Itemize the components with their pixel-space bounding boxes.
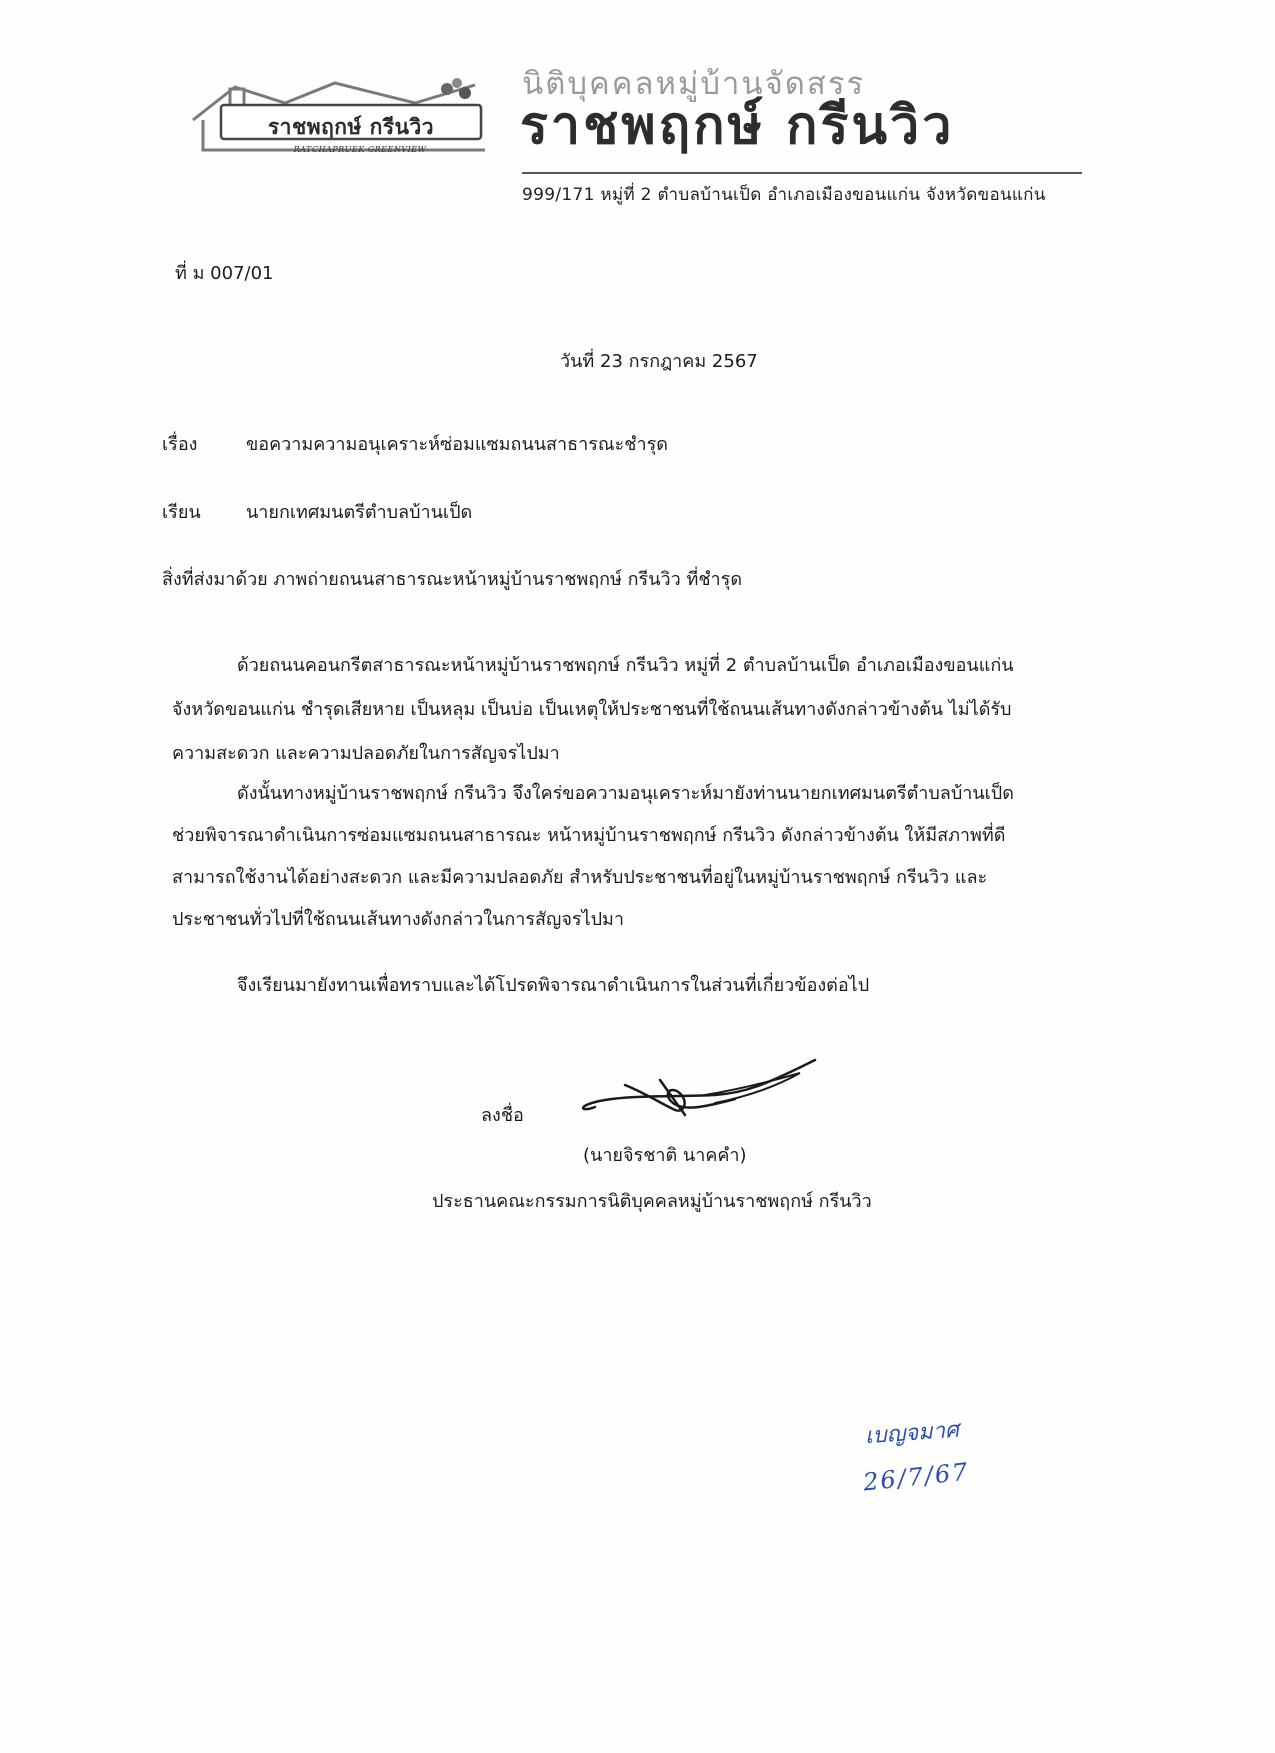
- org-name: ราชพฤกษ์ กรีนวิว: [520, 96, 955, 156]
- reference-number: ที่ ม 007/01: [175, 263, 274, 284]
- recipient-label: เรียน: [162, 502, 201, 523]
- note-date: 26/7/67: [861, 1457, 971, 1497]
- paragraph-2-line: สามารถใช้งานได้อย่างสะดวก และมีความปลอดภัย สำหรับประชาชนที่อยู่ในหมู่บ้านราชพฤกษ์ กรีนวิว และ: [172, 867, 988, 888]
- logo-subtext: RATCHAPRUEK GREENVIEW: [293, 145, 427, 154]
- handwritten-signature: [565, 1055, 825, 1130]
- letterhead-divider: [522, 172, 1082, 174]
- letter-date: วันที่ 23 กรกฎาคม 2567: [560, 351, 758, 372]
- logo-wordmark: ราชพฤกษ์ กรีนวิว: [267, 115, 435, 139]
- village-logo: [185, 75, 495, 165]
- paragraph-2-line: ประชาชนทั่วไปที่ใช้ถนนเส้นทางดังกล่าวในการสัญจรไปมา: [172, 909, 625, 930]
- org-address: 999/171 หมู่ที่ 2 ตำบลบ้านเป็ด อำเภอเมืองขอนแก่น จังหวัดขอนแก่น: [522, 185, 1046, 205]
- paragraph-2-line: ดังนั้นทางหมู่บ้านราชพฤกษ์ กรีนวิว จึงใคร่ขอความอนุเคราะห์มายังท่านนายกเทศมนตรีตำบลบ้านเป็ด: [237, 783, 1014, 804]
- signer-name: (นายจิรชาติ นาคคำ): [583, 1145, 747, 1166]
- sign-label: ลงชื่อ: [481, 1105, 524, 1126]
- paragraph-1-line: จังหวัดขอนแก่น ชำรุดเสียหาย เป็นหลุม เป็นบ่อ เป็นเหตุให้ประชาชนที่ใช้ถนนเส้นทางดังกล่าวข้างต้น ไม่ได้รับ: [172, 699, 1012, 720]
- subject-label: เรื่อง: [162, 434, 198, 455]
- subject-text: ขอความความอนุเคราะห์ซ่อมแซมถนนสาธารณะชำรุด: [246, 434, 668, 455]
- org-type: นิติบุคคลหมู่บ้านจัดสรร: [522, 66, 866, 102]
- handwritten-note: [855, 1415, 1005, 1515]
- paragraph-1-line: ด้วยถนนคอนกรีตสาธารณะหน้าหมู่บ้านราชพฤกษ์ กรีนวิว หมู่ที่ 2 ตำบลบ้านเป็ด อำเภอเมืองขอนแก่น: [237, 655, 1014, 676]
- enclosure-line: สิ่งที่ส่งมาด้วย ภาพถ่ายถนนสาธารณะหน้าหมู่บ้านราชพฤกษ์ กรีนวิว ที่ชำรุด: [162, 569, 743, 590]
- note-name: เบญจมาศ: [864, 1417, 960, 1450]
- closing-line: จึงเรียนมายังทานเพื่อทราบและได้โปรดพิจารณาดำเนินการในส่วนที่เกี่ยวข้องต่อไป: [237, 975, 870, 996]
- paragraph-2-line: ช่วยพิจารณาดำเนินการซ่อมแซมถนนสาธารณะ หน้าหมู่บ้านราชพฤกษ์ กรีนวิว ดังกล่าวข้างต้น ให้มีสภาพที่ดี: [172, 825, 1006, 846]
- paragraph-1-line: ความสะดวก และความปลอดภัยในการสัญจรไปมา: [172, 743, 560, 764]
- recipient-text: นายกเทศมนตรีตำบลบ้านเป็ด: [246, 502, 473, 523]
- signer-title: ประธานคณะกรรมการนิติบุคคลหมู่บ้านราชพฤกษ์ กรีนวิว: [432, 1191, 872, 1212]
